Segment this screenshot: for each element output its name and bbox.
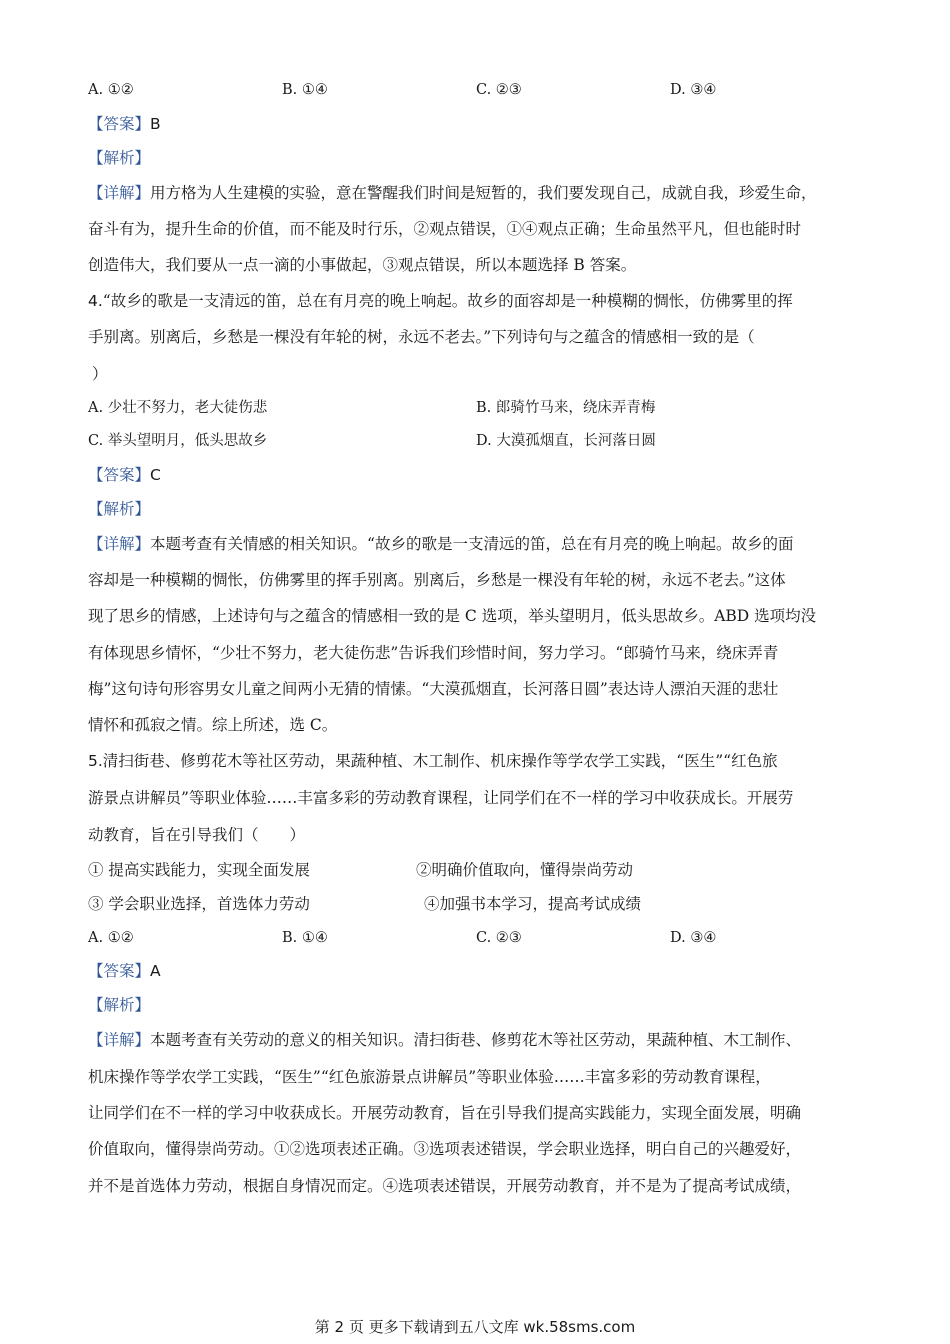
q5-detail-line-4: 价值取向，懂得崇尚劳动。①②选项表述正确。③选项表述错误，学会职业选择，明白自己的兴趣爱好， xyxy=(88,1140,802,1158)
q4-stem-line-1 xyxy=(88,291,793,311)
q5-item-1: ① 提高实践能力，实现全面发展 xyxy=(88,861,310,879)
q3-analysis-tag: 【解析】 xyxy=(88,149,151,167)
detail-text: 本题考查有关劳动的意义的相关知识。清扫街巷、修剪花木等社区劳动，果蔬种植、木工制作、 xyxy=(150,1031,802,1049)
q5-stem-line-2: 游景点讲解员”等职业体验……丰富多彩的劳动教育课程，让同学们在不一样的学习中收获成长。开展劳 xyxy=(88,789,794,807)
q4-detail-line-3: 现了思乡的情感，上述诗句与之蕴含的情感相一致的是 C 选项，举头望明月，低头思故乡。ABD 选项均没 xyxy=(88,607,817,625)
q3-detail-line-2: 奋斗有为，提升生命的价值，而不能及时行乐，②观点错误，①④观点正确；生命虽然平凡，但也能时时 xyxy=(88,220,802,238)
q3-detail-line-1 xyxy=(88,183,817,203)
q4-detail-line-6: 情怀和孤寂之情。综上所述，选 C。 xyxy=(88,716,338,734)
q4-analysis-tag: 【解析】 xyxy=(88,500,151,518)
q5-detail-line-2: 机床操作等学农学工实践，“医生”“红色旅游景点讲解员”等职业体验……丰富多彩的劳动教育课程， xyxy=(88,1068,771,1086)
answer-tag: 【答案】 xyxy=(88,115,151,133)
q5-stem-line-3: 动教育，旨在引导我们（ ） xyxy=(88,826,306,844)
q4-stem-line-3: ） xyxy=(92,365,108,383)
q3-option-c: C. ②③ xyxy=(476,82,522,98)
stem-text: “故乡的歌是一支清远的笛，总在有月亮的晚上响起。故乡的面容却是一种模糊的惆怅，仿佛雾里的挥 xyxy=(102,292,793,310)
answer-letter: C xyxy=(150,466,161,484)
question-number: 5. xyxy=(88,752,103,770)
q4-detail-line-4: 有体现思乡情怀，“少壮不努力，老大徒伤悲”告诉我们珍惜时间，努力学习。“郎骑竹马来，绕床弄青 xyxy=(88,644,779,662)
q4-answer xyxy=(88,465,161,485)
q5-option-d: D. ③④ xyxy=(670,930,717,946)
q5-item-4: ④加强书本学习，提高考试成绩 xyxy=(424,895,642,913)
q4-detail-line-2: 容却是一种模糊的惆怅，仿佛雾里的挥手别离。别离后，乡愁是一棵没有年轮的树，永远不老去。”这体 xyxy=(88,571,786,589)
q4-detail-line-1 xyxy=(88,534,793,554)
detail-tag: 【详解】 xyxy=(88,1031,151,1049)
answer-letter: A xyxy=(150,962,161,980)
q4-option-b: B. 郎骑竹马来，绕床弄青梅 xyxy=(476,400,656,416)
detail-tag: 【详解】 xyxy=(88,184,151,202)
answer-tag: 【答案】 xyxy=(88,962,151,980)
q3-answer xyxy=(88,114,161,134)
q5-option-c: C. ②③ xyxy=(476,930,522,946)
q4-option-a: A. 少壮不努力，老大徒伤悲 xyxy=(88,400,268,416)
q5-option-a: A. ①② xyxy=(88,930,134,946)
answer-tag: 【答案】 xyxy=(88,466,151,484)
q4-option-c: C. 举头望明月，低头思故乡 xyxy=(88,433,268,449)
detail-tag: 【详解】 xyxy=(88,535,151,553)
q4-stem-line-2: 手别离。别离后，乡愁是一棵没有年轮的树，永远不老去。”下列诗句与之蕴含的情感相一致的是（ xyxy=(88,328,755,346)
q5-item-3: ③ 学会职业选择，首选体力劳动 xyxy=(88,895,310,913)
q3-option-d: D. ③④ xyxy=(670,82,717,98)
q4-detail-line-5: 梅”这句诗句形容男女儿童之间两小无猜的情愫。“大漠孤烟直，长河落日圆”表达诗人漂泊天涯的悲壮 xyxy=(88,680,779,698)
q4-option-d: D. 大漠孤烟直，长河落日圆 xyxy=(476,433,656,449)
q5-option-b: B. ①④ xyxy=(282,930,328,946)
q5-detail-line-5: 并不是首选体力劳动，根据自身情况而定。④选项表述错误，开展劳动教育，并不是为了提高考试成绩， xyxy=(88,1177,802,1195)
q3-detail-line-3: 创造伟大，我们要从一点一滴的小事做起，③观点错误，所以本题选择 B 答案。 xyxy=(88,256,637,274)
answer-letter: B xyxy=(150,115,161,133)
q5-detail-line-3: 让同学们在不一样的学习中收获成长。开展劳动教育，旨在引导我们提高实践能力，实现全面发展，明确 xyxy=(88,1104,802,1122)
q5-answer xyxy=(88,961,161,981)
q5-detail-line-1 xyxy=(88,1030,801,1050)
question-number: 4. xyxy=(88,292,103,310)
q5-stem-line-1 xyxy=(88,751,778,771)
q3-option-b: B. ①④ xyxy=(282,82,328,98)
detail-text: 用方格为人生建模的实验，意在警醒我们时间是短暂的，我们要发现自己，成就自我，珍爱生命， xyxy=(150,184,817,202)
stem-text: 清扫街巷、修剪花木等社区劳动，果蔬种植、木工制作、机床操作等学农学工实践，“医生”“红色旅 xyxy=(102,752,778,770)
detail-text: 本题考查有关情感的相关知识。“故乡的歌是一支清远的笛，总在有月亮的晚上响起。故乡的面 xyxy=(150,535,794,553)
q3-option-a: A. ①② xyxy=(88,82,134,98)
q5-analysis-tag: 【解析】 xyxy=(88,996,151,1014)
q5-item-2: ②明确价值取向，懂得崇尚劳动 xyxy=(416,861,634,879)
page-footer: 第 2 页 更多下载请到五八文库 wk.58sms.com xyxy=(314,1318,636,1336)
